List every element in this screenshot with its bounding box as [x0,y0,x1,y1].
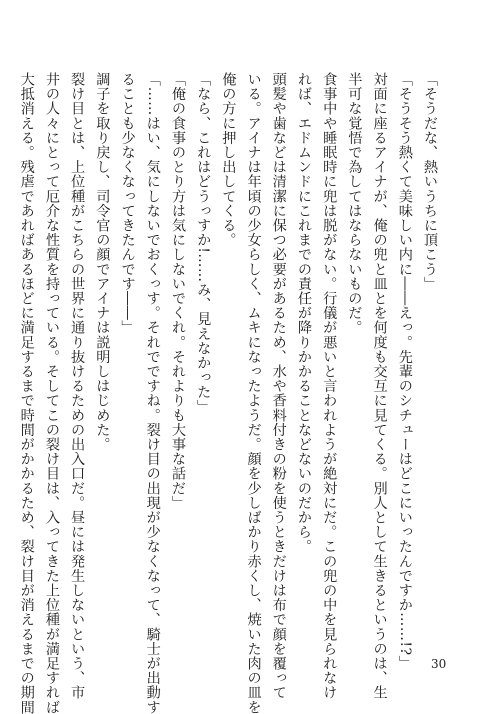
text-line: 「なら、これはどうっすか!……み、見えなかった」 [195,72,212,414]
text-line: 頭髪や歯などは清潔に保つ必要があるため、水や香料付きの粉を使うときだけは布で顔を覆って [270,72,287,700]
page-number: 30 [431,657,447,671]
text-line: 裂け目とは、上位種がこちらの世界に通り抜けるための出入口だ。昼には発生しないという、市 [69,72,86,700]
text-line: 半可な覚悟で為してはならないものだ。 [346,72,363,335]
text-line: 「俺の食事のとり方は気にしないでくれ。それよりも大事な話だ」 [169,72,186,510]
text-line: れば、エドムンドにこれまでの責任が降りかかることなどないのだから。 [295,72,312,554]
text-line: 俺の方に押し出してくる。 [220,72,237,248]
text-line: 対面に座るアイナが、俺の兜と皿とを何度も交互に見てくる。別人として生きるというのは、生 [371,72,388,700]
text-line: 「そうそう熱くて美味しい内に――えっ。先輩のシチューはどこにいったんですか……!?」 [396,72,413,671]
text-line: 調子を取り戻し、司令官の顔でアイナは説明しはじめた。 [94,72,111,452]
text-line: 食事中や睡眠時に兜は脱がない。行儀が悪いと言われようが絶対にだ。この兜の中を見られなけ [321,72,338,700]
text-line: いる。アイナは年頃の少女らしく、ムキになったようだ。顔を少しばかり赤くし、焼いた肉の皿を [245,72,262,714]
text-line: 大抵消える。残虐であればあるほどに満足するまで時間がかかるため、裂け目が消えるまでの期間 [18,72,35,714]
text-line: ることも少なくなってきたんです――」 [119,72,136,335]
text-line: 「そうだな、熱いうちに頂こう」 [422,72,438,291]
text-line: 井の人々にとって厄介な性質を持っている。そしてこの裂け目は、入ってきた上位種が満足すれば [43,72,60,714]
text-line: 「……はい、気にしないでおくっす。それでですね。裂け目の出現が少なくなって、騎士が出動す [144,72,161,714]
